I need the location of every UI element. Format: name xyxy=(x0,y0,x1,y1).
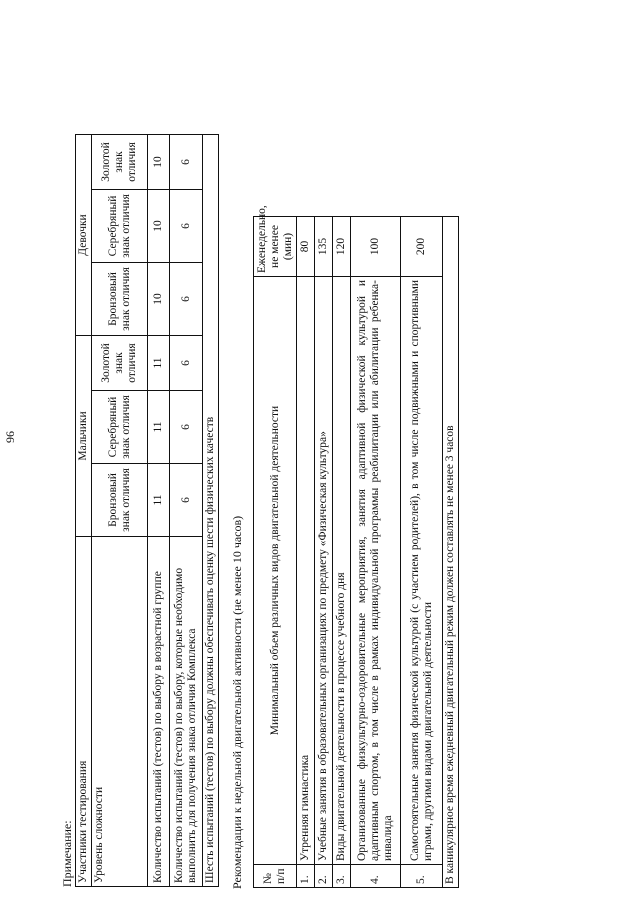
table-blank-area xyxy=(76,16,219,134)
note-label: Примечание: xyxy=(60,820,74,887)
cell-value: 6 xyxy=(170,189,203,262)
difficulty-header: Уровень сложности xyxy=(92,537,148,887)
row-label: Количество испытаний (тестов) по выбору в возрастной группе xyxy=(148,537,170,887)
row-num: 5. xyxy=(401,865,443,888)
cell-value: 6 xyxy=(170,335,203,390)
cell-value: 10 xyxy=(148,134,170,189)
row-activity: Учебные занятия в образовательных организациях по предмету «Физическая культура» xyxy=(315,277,333,865)
table-footer: В каникулярное время ежедневный двигательный режим должен составлять не менее 3 часов xyxy=(443,217,459,888)
girls-header: Девочки xyxy=(76,134,92,335)
boys-bronze-header: Бронзовый знак отличия xyxy=(92,464,148,537)
cell-value: 6 xyxy=(170,134,203,189)
girls-bronze-header: Бронзовый знак отличия xyxy=(92,262,148,335)
cell-value: 10 xyxy=(148,262,170,335)
girls-silver-header: Серебряный знак отличия xyxy=(92,189,148,262)
boys-silver-header: Серебряный знак отличия xyxy=(92,391,148,464)
row-activity: Виды двигательной деятельности в процессе учебного дня xyxy=(333,277,351,865)
row-activity: Самостоятельные занятия физической культурой (с участием родителей), в том числе подвижными и спортивными играми, другими видами двигательной деятельности xyxy=(401,277,443,865)
row-num: 4. xyxy=(351,865,401,888)
footnote: Шесть испытаний (тестов) по выбору должны обеспечивать оценку шести физических качеств xyxy=(203,134,219,886)
recommendation-title: Рекомендации к недельной двигательной активности (не менее 10 часов) xyxy=(230,515,244,889)
row-minutes: 200 xyxy=(401,217,443,277)
col-time-header: Еженедельно, не менее (мин) xyxy=(254,217,297,277)
row-activity: Организованные физкультурно-оздоровительные мероприятия, занятия адаптивной физической культурой и адаптивным спортом, в том числе в рамках индивидуальной программы реабилитации или абилитации ребенка-инвалида xyxy=(351,277,401,865)
boys-gold-header: Золотой знак отличия xyxy=(92,335,148,390)
row-num: 1. xyxy=(297,865,315,888)
participants-header: Участники тестирования xyxy=(76,537,92,887)
row-minutes: 135 xyxy=(315,217,333,277)
cell-value: 11 xyxy=(148,391,170,464)
row-minutes: 120 xyxy=(333,217,351,277)
cell-value: 6 xyxy=(170,464,203,537)
cell-value: 11 xyxy=(148,335,170,390)
row-minutes: 100 xyxy=(351,217,401,277)
col-activity-header: Минимальный объем различных видов двигательной деятельности xyxy=(254,277,297,865)
row-num: 2. xyxy=(315,865,333,888)
cell-value: 6 xyxy=(170,262,203,335)
row-minutes: 80 xyxy=(297,217,315,277)
cell-value: 11 xyxy=(148,464,170,537)
row-num: 3. xyxy=(333,865,351,888)
girls-gold-header: Золотой знак отличия xyxy=(92,134,148,189)
table-row xyxy=(170,16,203,886)
table-row xyxy=(148,16,170,886)
cell-value: 6 xyxy=(170,391,203,464)
row-activity: Утренняя гимнастика xyxy=(297,277,315,865)
page-number: 96 xyxy=(3,431,17,443)
boys-header: Мальчики xyxy=(76,335,92,536)
row-label: Количество испытаний (тестов) по выбору, которые необходимо выполнить для получения знака отличия Комплекса xyxy=(170,537,203,887)
activity-table xyxy=(253,30,459,889)
table-blank-area xyxy=(254,30,459,217)
test-requirements-table xyxy=(75,16,219,887)
cell-value: 10 xyxy=(148,189,170,262)
col-num-header: № п/п xyxy=(254,865,297,888)
